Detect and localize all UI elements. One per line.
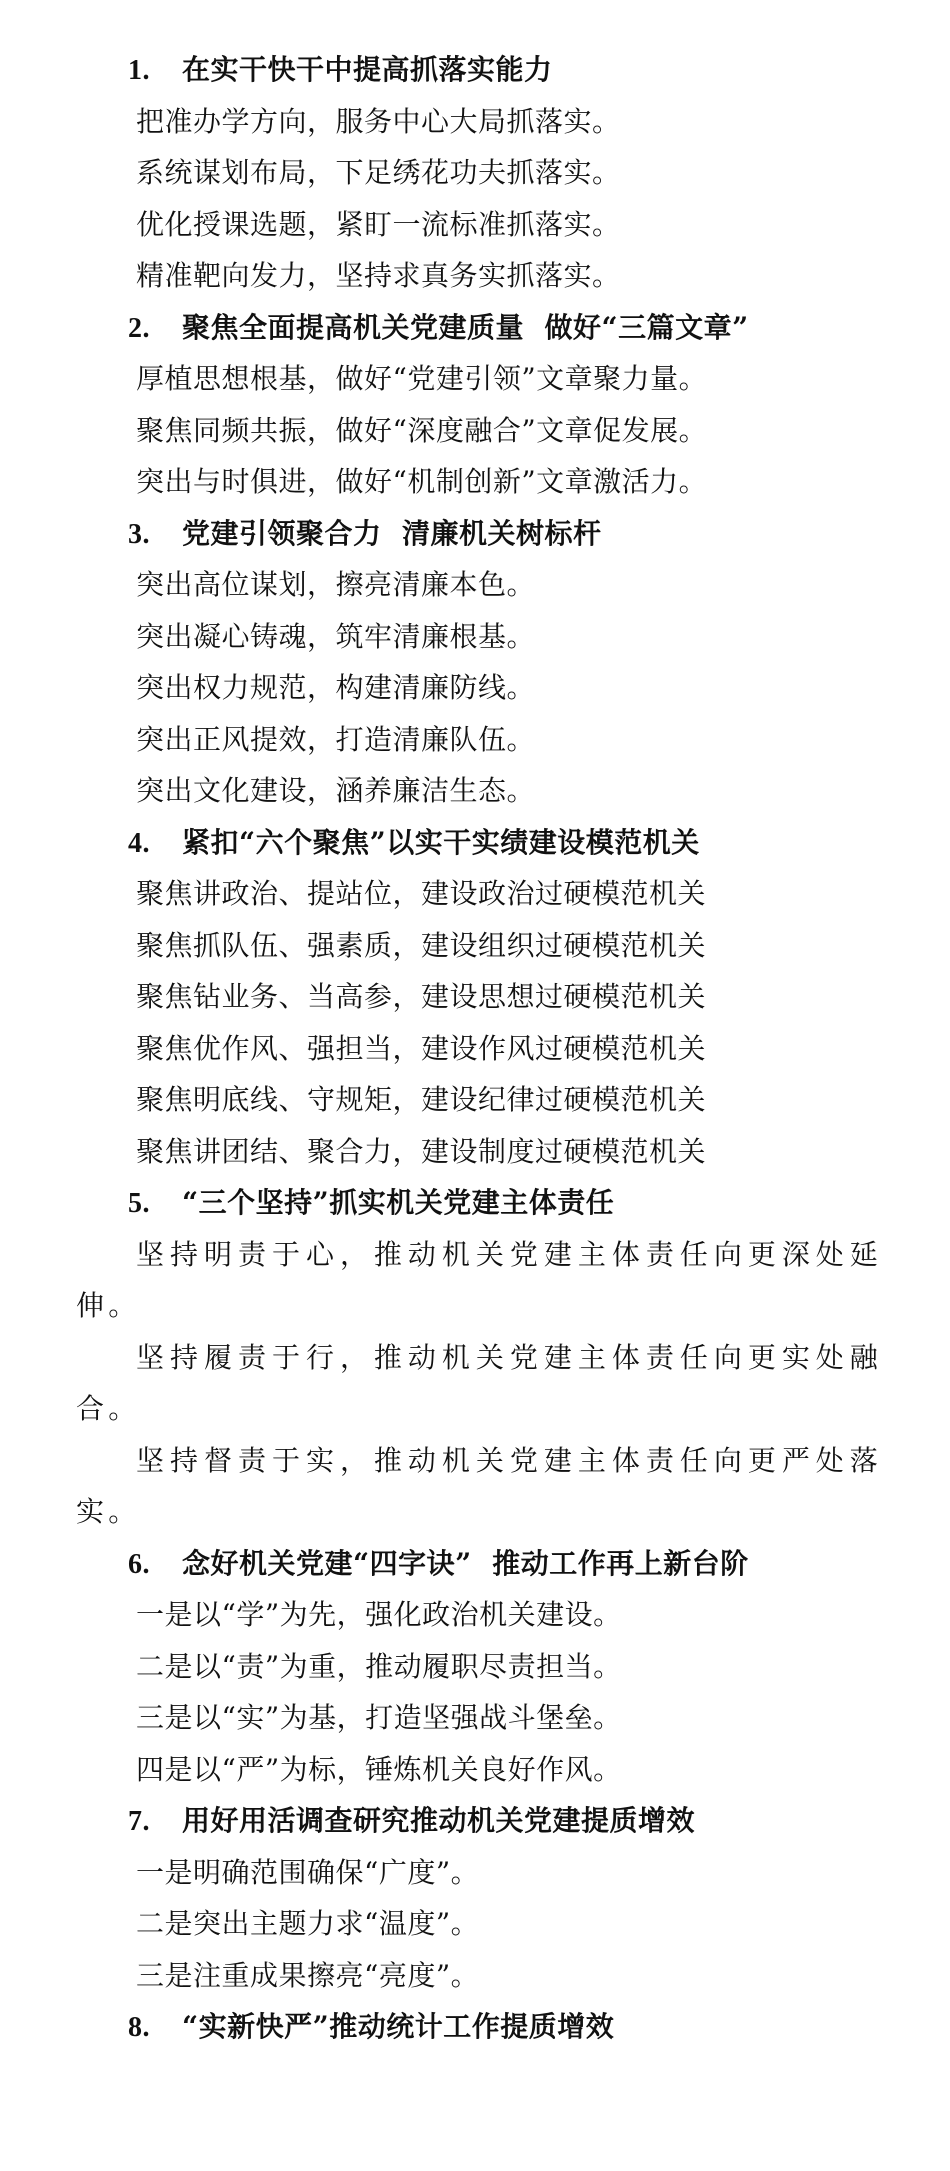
section-title: 聚焦全面提高机关党建质量 做好“三篇文章” bbox=[182, 310, 749, 344]
section-heading bbox=[128, 2001, 950, 2053]
list-item: 聚焦明底线、守规矩，建设纪律过硬模范机关 bbox=[136, 1083, 707, 1116]
section-title: 念好机关党建“四字诀” 推动工作再上新台阶 bbox=[182, 1546, 749, 1580]
list-item: 把准办学方向，服务中心大局抓落实。 bbox=[136, 104, 621, 138]
section-heading bbox=[128, 44, 950, 96]
section-heading bbox=[128, 1538, 950, 1590]
section-number: 1. bbox=[128, 55, 150, 86]
section-title: “三个坚持”抓实机关党建主体责任 bbox=[182, 1186, 615, 1219]
list-item: 突出凝心铸魂，筑牢清廉根基。 bbox=[136, 619, 536, 653]
list-item: 突出权力规范，构建清廉防线。 bbox=[136, 671, 536, 704]
section-number: 6. bbox=[128, 1548, 150, 1580]
section-number: 3. bbox=[128, 518, 150, 550]
section-heading bbox=[128, 302, 950, 354]
section-number: 7. bbox=[128, 1806, 150, 1837]
list-item: 二是以“责”为重，推动履职尽责担当。 bbox=[136, 1649, 622, 1683]
paragraph: 坚持明责于心，推动机关党建主体责任向更深处延伸。 bbox=[76, 1237, 882, 1322]
list-item: 一是以“学”为先，强化政治机关建设。 bbox=[136, 1598, 622, 1631]
document-body bbox=[0, 44, 950, 2053]
paragraph: 坚持履责于行，推动机关党建主体责任向更实处融合。 bbox=[76, 1340, 882, 1425]
section-title: 紧扣“六个聚焦”以实干实绩建设模范机关 bbox=[182, 825, 700, 859]
list-item: 聚焦优作风、强担当，建设作风过硬模范机关 bbox=[136, 1031, 707, 1065]
list-item: 四是以“严”为标，锤炼机关良好作风。 bbox=[136, 1752, 622, 1786]
list-item: 聚焦同频共振，做好“深度融合”文章促发展。 bbox=[136, 413, 708, 447]
list-item: 三是以“实”为基，打造坚强战斗堡垒。 bbox=[136, 1701, 622, 1734]
list-item: 系统谋划布局，下足绣花功夫抓落实。 bbox=[136, 156, 621, 189]
section-heading bbox=[128, 1795, 950, 1847]
section-title: “实新快严”推动统计工作提质增效 bbox=[182, 2010, 615, 2043]
list-item: 三是注重成果擦亮“亮度”。 bbox=[136, 1958, 480, 1992]
section-heading bbox=[128, 1177, 950, 1229]
list-item: 聚焦抓队伍、强素质，建设组织过硬模范机关 bbox=[136, 928, 707, 962]
list-item: 突出文化建设，涵养廉洁生态。 bbox=[136, 774, 536, 807]
list-item: 聚焦讲团结、聚合力，建设制度过硬模范机关 bbox=[136, 1134, 707, 1168]
section-number: 4. bbox=[128, 827, 150, 859]
list-item: 突出高位谋划，擦亮清廉本色。 bbox=[136, 568, 536, 601]
section-number: 5. bbox=[128, 1188, 150, 1219]
section-title: 用好用活调查研究推动机关党建提质增效 bbox=[182, 1804, 696, 1837]
list-item: 精准靶向发力，坚持求真务实抓落实。 bbox=[136, 259, 621, 292]
section-heading bbox=[128, 508, 950, 560]
list-item: 一是明确范围确保“广度”。 bbox=[136, 1855, 480, 1889]
list-item: 聚焦讲政治、提站位，建设政治过硬模范机关 bbox=[136, 877, 707, 910]
section-title: 在实干快干中提高抓落实能力 bbox=[182, 53, 553, 86]
list-item: 厚植思想根基，做好“党建引领”文章聚力量。 bbox=[136, 362, 708, 395]
list-item: 突出与时俱进，做好“机制创新”文章激活力。 bbox=[136, 465, 708, 498]
list-item: 优化授课选题，紧盯一流标准抓落实。 bbox=[136, 207, 621, 241]
section-number: 8. bbox=[128, 2012, 150, 2043]
section-title: 党建引领聚合力 清廉机关树标杆 bbox=[182, 516, 602, 550]
list-item: 突出正风提效，打造清廉队伍。 bbox=[136, 722, 536, 756]
list-item: 二是突出主题力求“温度”。 bbox=[136, 1907, 480, 1940]
paragraph: 坚持督责于实，推动机关党建主体责任向更严处落实。 bbox=[76, 1443, 882, 1528]
section-number: 2. bbox=[128, 312, 150, 344]
section-heading bbox=[128, 817, 950, 869]
list-item: 聚焦钻业务、当高参，建设思想过硬模范机关 bbox=[136, 980, 707, 1013]
